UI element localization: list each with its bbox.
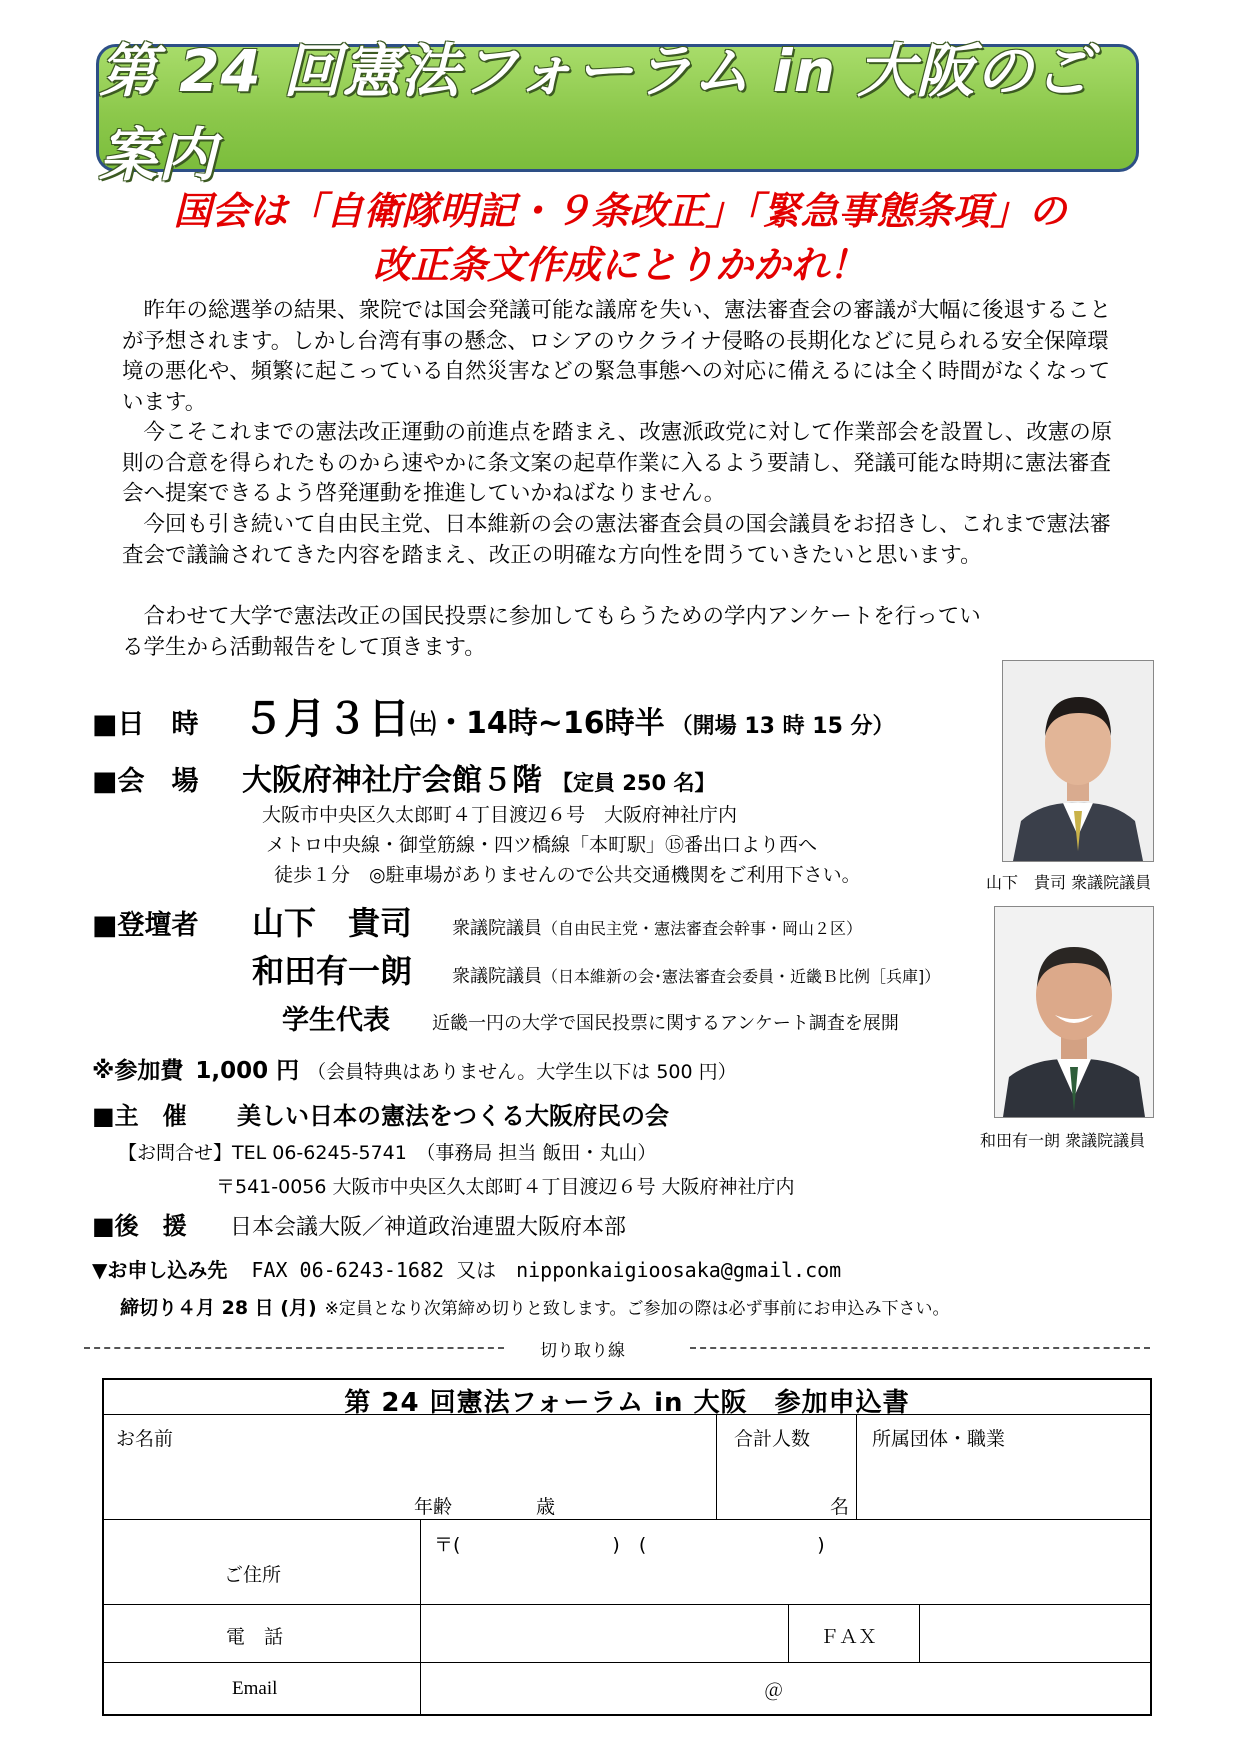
fee-row	[92, 1052, 737, 1085]
organizer-row	[92, 1096, 669, 1131]
form-title: 第 24 回憲法フォーラム in 大阪 参加申込書	[344, 1388, 910, 1418]
speakers-label: ■登壇者	[92, 910, 199, 941]
speaker-title: 衆議院議員	[452, 918, 542, 939]
speaker-name: 学生代表	[282, 1005, 390, 1036]
form-age-input[interactable]	[466, 1488, 530, 1514]
person-photo-icon	[995, 907, 1153, 1117]
organizer-address: 〒541-0056 大阪市中央区久太郎町４丁目渡辺６号 大阪府神社庁内	[216, 1176, 795, 1198]
form-count-input[interactable]	[724, 1452, 824, 1512]
person-photo-icon	[1003, 661, 1153, 861]
venue-name: 大阪府神社庁会館５階	[242, 763, 542, 798]
speaker-name: 和田有一朗	[252, 952, 413, 990]
form-age-label: 年齢	[414, 1496, 453, 1518]
form-org-label: 所属団体・職業	[872, 1428, 1006, 1450]
fee-note: （会員特典はありません。大学生以下は 500 円）	[307, 1061, 737, 1083]
apply-contact: FAX 06-6243-1682 又は nipponkaigioosaka@gmail.com	[251, 1258, 842, 1282]
support-row	[92, 1206, 626, 1241]
venue-address: 大阪市中央区久太郎町４丁目渡辺６号 大阪府神社庁内	[262, 804, 738, 826]
intro-paragraph-2: 今こそこれまでの憲法改正運動の前進点を踏まえ、改憲派政党に対して作業部会を設置し、改憲の原則の合意を得られたものから速やかに条文案の起草作業に入るよう要請し、発議可能な時期に憲法審査会へ提案できるよう啓発運動を推進していかねばなりません。	[122, 420, 1113, 506]
headline-line-2: 改正条文作成にとりかかれ！	[372, 242, 867, 287]
speaker-row-2	[252, 946, 940, 992]
form-org-input[interactable]	[864, 1452, 1144, 1512]
cut-line-right	[690, 1347, 1150, 1349]
speaker-name: 山下 貴司	[252, 904, 413, 942]
form-count-unit: 名	[830, 1496, 850, 1518]
form-age-unit: 歳	[536, 1496, 556, 1518]
title-banner	[96, 37, 1139, 189]
headline-line-1: 国会は「自衛隊明記・９条改正」「緊急事態条項」の	[173, 188, 1067, 233]
speaker-detail: （日本維新の会･憲法審査会委員・近畿Ｂ比例［兵庫]）	[542, 967, 941, 986]
speaker-row-3	[282, 998, 899, 1037]
speaker-title: 衆議院議員	[452, 966, 542, 987]
deadline-row	[120, 1293, 950, 1320]
support-label: ■後 援	[92, 1212, 187, 1240]
application-form	[102, 1378, 1152, 1716]
intro-paragraph-1: 昨年の総選挙の結果、衆院では国会発議可能な議席を失い、憲法審査会の審議が大幅に後退することが予想されます。しかし台湾有事の懸念、ロシアのウクライナ侵略の長期化などに見られる安全保障環境の悪化や、頻繁に起こっている自然災害などの緊急事態への対応に備えるには全く時間がなくなっています。	[122, 298, 1112, 415]
speaker-detail: 近畿一円の大学で国民投票に関するアンケート調査を展開	[432, 1013, 899, 1034]
organizer-label: ■主 催	[92, 1102, 187, 1130]
venue-label: ■会 場	[92, 766, 199, 797]
organizer-contact: 【お問合せ】TEL 06-6245-5741 （事務局 担当 飯田・丸山）	[118, 1142, 657, 1164]
cut-line-left	[84, 1347, 504, 1349]
datetime-row	[92, 686, 895, 746]
datetime-label: ■日 時	[92, 709, 199, 740]
venue-access-2: 徒歩１分 ◎駐車場がありませんので公共交通機関をご利用下さい。	[274, 864, 861, 886]
form-email-label: Email	[232, 1678, 278, 1699]
form-address-input[interactable]: 〒( ) ( )	[434, 1534, 825, 1556]
form-name-label: お名前	[116, 1428, 174, 1450]
form-name-input[interactable]	[114, 1450, 704, 1510]
intro-paragraph-4: 合わせて大学で憲法改正の国民投票に参加してもらうための学内アンケートを行っている学生から活動報告をして頂きます。	[122, 604, 981, 660]
deadline-note: ※定員となり次第締め切りと致します。ご参加の際は必ず事前にお申込み下さい。	[324, 1299, 950, 1319]
venue-row	[92, 755, 715, 799]
form-email-at[interactable]: ＠	[764, 1680, 784, 1702]
organizer-name: 美しい日本の憲法をつくる大阪府民の会	[237, 1102, 669, 1130]
form-count-label: 合計人数	[734, 1428, 811, 1450]
page-title: 第 24 回憲法フォーラム in 大阪のご案内	[99, 37, 1094, 189]
form-fax-label: ＦＡＸ	[820, 1626, 878, 1648]
form-phone-input[interactable]	[424, 1608, 784, 1658]
event-date: ５月３日	[242, 694, 411, 743]
deadline: 締切り４月 28 日 (月)	[120, 1297, 317, 1319]
form-address-label: ご住所	[224, 1564, 282, 1586]
venue-access-1: メトロ中央線・御堂筋線・四ツ橋線「本町駅」⑮番出口より西へ	[266, 834, 818, 856]
speaker-row-1	[92, 898, 862, 944]
event-open-time: （開場 13 時 15 分）	[670, 714, 895, 739]
intro-paragraph-3: 今回も引き続いて自由民主党、日本維新の会の憲法審査会員の国会議員をお招きし、これまで憲法審査会で議論されてきた内容を踏まえ、改正の明確な方向性を問うていきたいと思います。	[122, 512, 1112, 568]
cut-line-label: 切り取り線	[540, 1341, 625, 1361]
speaker-photo-wada	[994, 906, 1154, 1118]
event-time: ・14時~16時半	[436, 706, 665, 741]
photo-caption-wada: 和田有一朗 衆議院議員	[980, 1131, 1146, 1150]
fee-label: ※参加費	[92, 1058, 184, 1084]
venue-capacity: 【定員 250 名】	[552, 771, 716, 795]
photo-caption-yamashita: 山下 貴司 衆議院議員	[986, 873, 1152, 892]
form-phone-label: 電 話	[226, 1626, 284, 1648]
event-weekday: ㈯	[410, 710, 437, 740]
apply-row	[92, 1254, 841, 1283]
apply-label: ▼お申し込み先	[92, 1258, 228, 1282]
fee-amount: 1,000 円	[195, 1058, 300, 1084]
speaker-photo-yamashita	[1002, 660, 1154, 862]
form-fax-input[interactable]	[924, 1608, 1146, 1658]
support-names: 日本会議大阪／神道政治連盟大阪府本部	[230, 1215, 627, 1240]
speaker-detail: （自由民主党・憲法審査会幹事・岡山２区）	[542, 919, 863, 938]
